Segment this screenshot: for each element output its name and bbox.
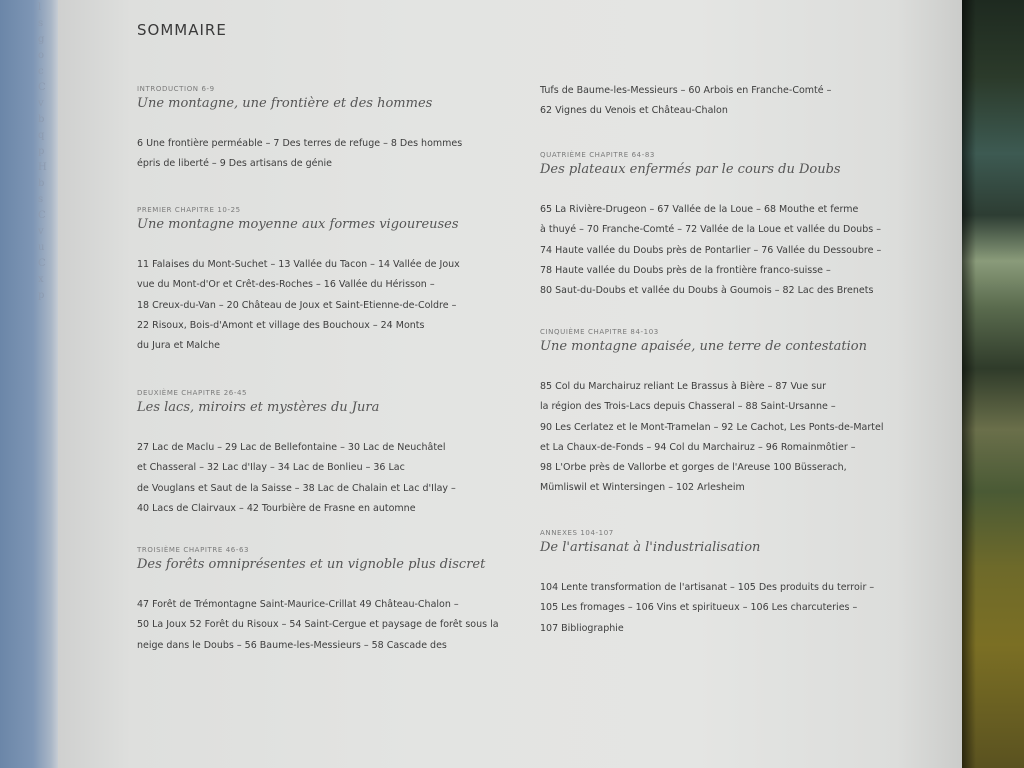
entry-line: neige dans le Doubs – 56 Baume-les-Messieurs – 58 Cascade des [137,639,447,651]
chapter-label: ANNEXES 104-107 [540,529,614,537]
left-edge-letter: c [38,66,44,77]
entry-line: 85 Col du Marchairuz reliant Le Brassus à Bière – 87 Vue sur [540,381,827,392]
entry-line: 62 Vignes du Venois et Château-Chalon [540,105,728,117]
toc-section-chapter-1 [137,205,517,356]
chapter-title: De l'artisanat à l'industrialisation [540,540,761,555]
left-edge-letter: s [38,18,44,29]
entry-line: 80 Saut-du-Doubs et vallée du Doubs à Goumois – 82 Lac des Brenets [540,285,874,297]
chapter-title: Une montagne moyenne aux formes vigoureuses [137,217,459,232]
left-edge-letter: H [38,162,47,173]
chapter-entries [540,377,920,499]
entry-line: 22 Risoux, Bois-d'Amont et village des Bouchoux – 24 Monts [137,319,425,331]
entry-line: 40 Lacs de Clairvaux – 42 Tourbière de Frasne en automne [137,502,416,514]
left-page-text-fragments [38,0,58,320]
chapter-entries [540,81,920,122]
toc-section-chapter-2 [137,388,517,519]
entry-line: la région des Trois-Lacs depuis Chasseral – 88 Saint-Ursanne – [540,401,836,413]
entry-line: 78 Haute vallée du Doubs près de la frontière franco-suisse – [540,264,831,276]
entry-line: épris de liberté – 9 Des artisans de génie [137,158,333,170]
chapter-label: QUATRIÈME CHAPITRE 64-83 [540,151,655,159]
left-edge-letter: o [38,50,45,61]
entry-line: 98 L'Orbe près de Vallorbe et gorges de l'Areuse 100 Büsserach, [540,462,847,474]
entry-line: Tufs de Baume-les-Messieurs – 60 Arbois en Franche-Comté – [540,85,832,96]
entry-line: à thuyé – 70 Franche-Comté – 72 Vallée de la Loue et vallée du Doubs – [540,224,881,236]
entry-line: du Jura et Malche [137,340,220,352]
left-edge-letter: x [38,274,44,285]
chapter-title: Des forêts omniprésentes et un vignoble plus discret [137,557,486,572]
chapter-title: Les lacs, miroirs et mystères du Jura [137,400,380,415]
chapter-entries [137,255,517,356]
entry-line: 90 Les Cerlatez et le Mont-Tramelan – 92 Le Cachot, Les Ponts-de-Martel [540,421,884,433]
gutter-shadow [962,0,976,768]
entry-line: et Chasseral – 32 Lac d'Ilay – 34 Lac de Bonlieu – 36 Lac [137,462,405,474]
left-edge-letter: b [38,178,45,189]
entry-line: 105 Les fromages – 106 Vins et spiritueux – 106 Les charcuteries – [540,602,858,614]
left-edge-letter: v [38,98,44,109]
entry-line: et La Chaux-de-Fonds – 94 Col du Marchairuz – 96 Romainmôtier – [540,441,856,453]
toc-section-chapter-4 [540,150,920,301]
page-title: SOMMAIRE [137,21,227,39]
chapter-entries [137,595,517,656]
entry-line: 27 Lac de Maclu – 29 Lac de Bellefontaine – 30 Lac de Neuchâtel [137,442,446,453]
left-edge-letter: b [38,114,45,125]
chapter-entries [137,438,517,519]
toc-section-annexes [540,528,920,639]
chapter-label: DEUXIÈME CHAPITRE 26-45 [137,389,248,397]
chapter-title: Des plateaux enfermés par le cours du Doubs [540,162,841,177]
left-edge-letter: g [38,34,45,45]
chapter-label: INTRODUCTION 6-9 [137,85,215,93]
left-edge-letter: C [38,210,46,221]
chapter-label: PREMIER CHAPITRE 10-25 [137,206,241,214]
chapter-title: Une montagne apaisée, une terre de contestation [540,339,867,354]
entry-line: 65 La Rivière-Drugeon – 67 Vallée de la Loue – 68 Mouthe et ferme [540,204,859,215]
entry-line: 11 Falaises du Mont-Suchet – 13 Vallée du Tacon – 14 Vallée de Joux [137,259,460,270]
entry-line: 74 Haute vallée du Doubs près de Pontarlier – 76 Vallée du Dessoubre – [540,244,882,256]
entry-line: vue du Mont-d'Or et Crêt-des-Roches – 16 Vallée du Hérisson – [137,279,435,291]
toc-section-introduction [137,84,517,175]
entry-line: 47 Forêt de Trémontagne Saint-Maurice-Crillat 49 Château-Chalon – [137,599,459,610]
toc-section-chapter-3 [137,545,517,656]
chapter-label: CINQUIÈME CHAPITRE 84-103 [540,328,659,336]
left-edge-letter: p [38,146,45,157]
left-edge-letter: u [38,242,45,253]
entry-line: Mümliswil et Wintersingen – 102 Arlesheim [540,482,745,494]
entry-line: 107 Bibliographie [540,622,624,634]
chapter-entries [137,134,517,175]
left-edge-letter: C [38,258,46,269]
toc-section-chapter-3-continued [540,81,920,122]
entry-line: 50 La Joux 52 Forêt du Risoux – 54 Saint-Cergue et paysage de forêt sous la [137,619,499,631]
left-edge-letter: q [38,130,45,141]
left-edge-letter: l [38,2,42,13]
left-edge-letter: s [38,194,44,205]
chapter-entries [540,578,920,639]
left-page-edge [0,0,60,768]
entry-line: 104 Lente transformation de l'artisanat – 105 Des produits du terroir – [540,582,875,593]
left-edge-letter: v [38,226,44,237]
entry-line: 18 Creux-du-Van – 20 Château de Joux et Saint-Etienne-de-Coldre – [137,299,457,311]
chapter-label: TROISIÈME CHAPITRE 46-63 [137,546,250,554]
left-edge-letter: p [38,290,45,301]
chapter-title: Une montagne, une frontière et des hommes [137,96,433,111]
toc-section-chapter-5 [540,327,920,499]
chapter-entries [540,200,920,301]
left-edge-letter: C [38,82,46,93]
entry-line: de Vouglans et Saut de la Saisse – 38 Lac de Chalain et Lac d'Ilay – [137,482,456,494]
entry-line: 6 Une frontière perméable – 7 Des terres de refuge – 8 Des hommes [137,138,463,149]
